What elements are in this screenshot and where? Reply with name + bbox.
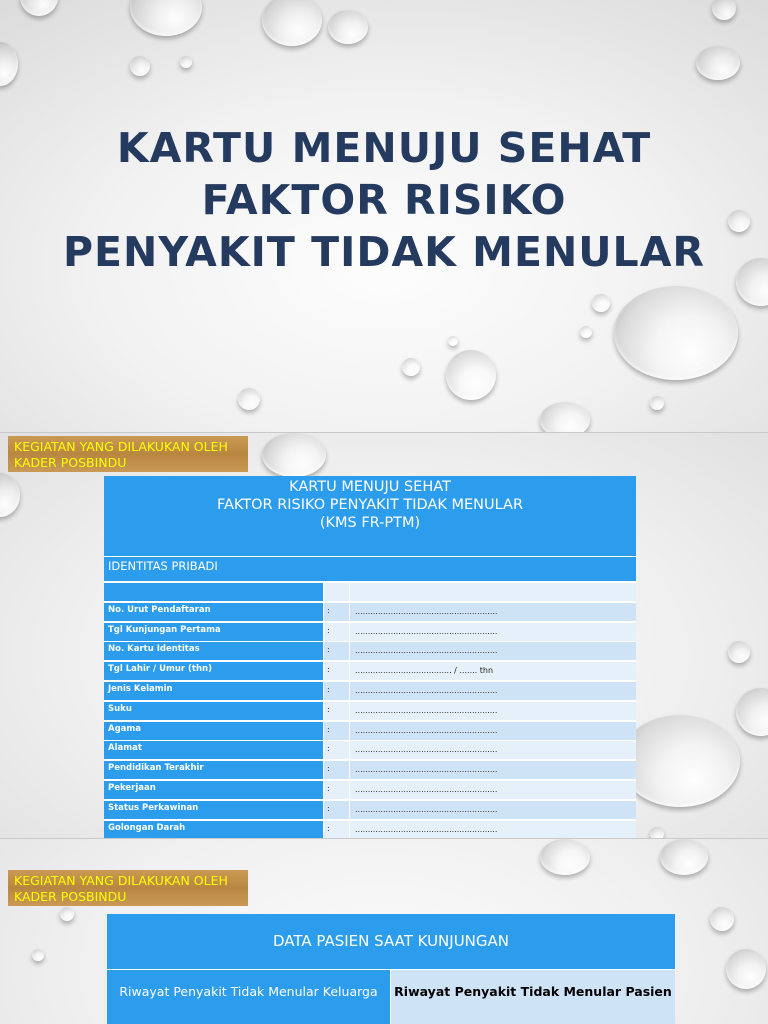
table-row	[104, 702, 636, 721]
water-droplet	[0, 42, 18, 86]
water-droplet	[262, 433, 326, 477]
field-value: ........................................................	[350, 702, 636, 721]
section-header: IDENTITAS PRIBADI	[104, 557, 636, 581]
field-label: No. Urut Pendaftaran	[104, 603, 323, 622]
water-droplet	[328, 10, 368, 44]
water-droplet	[696, 46, 740, 80]
field-label: Golongan Darah	[104, 821, 323, 840]
field-colon: :	[324, 761, 349, 780]
water-droplet	[592, 294, 610, 312]
field-colon: :	[324, 722, 349, 741]
table-row	[104, 801, 636, 820]
water-droplet	[402, 358, 420, 376]
kms-card	[104, 476, 636, 841]
field-label: Alamat	[104, 741, 323, 760]
field-colon: :	[324, 741, 349, 760]
title-slide	[0, 0, 768, 432]
field-colon: :	[324, 682, 349, 701]
water-droplet	[614, 286, 738, 380]
field-value: ........................................................	[350, 781, 636, 800]
field-label: Pendidikan Terakhir	[104, 761, 323, 780]
water-droplet	[130, 0, 202, 36]
water-droplet	[660, 839, 708, 875]
table-row	[104, 583, 636, 602]
table-row	[104, 603, 636, 622]
field-colon: :	[324, 702, 349, 721]
field-label: Agama	[104, 722, 323, 741]
water-droplet	[728, 641, 750, 663]
field-label: Status Perkawinan	[104, 801, 323, 820]
table-row	[104, 722, 636, 741]
kms-card-code: (KMS FR-PTM)	[319, 515, 421, 531]
field-colon	[324, 583, 349, 602]
water-droplet	[180, 56, 192, 68]
field-label: Pekerjaan	[104, 781, 323, 800]
water-droplet	[0, 473, 20, 517]
water-droplet	[540, 839, 590, 875]
field-label: No. Kartu Identitas	[104, 642, 323, 661]
water-droplet	[726, 949, 766, 989]
patient-history-column: Riwayat Penyakit Tidak Menular Pasien	[391, 970, 675, 1024]
field-value: ........................................................	[350, 603, 636, 622]
field-colon: :	[324, 623, 349, 642]
family-history-column: Riwayat Penyakit Tidak Menular Keluarga	[107, 970, 390, 1024]
field-colon: :	[324, 821, 349, 840]
table-row	[104, 761, 636, 780]
water-droplet	[446, 350, 496, 400]
table-row	[104, 821, 636, 840]
water-droplet	[60, 907, 74, 921]
slide-title-line: FAKTOR RISIKO	[201, 176, 567, 224]
water-droplet	[32, 949, 44, 961]
field-value: ........................................................	[350, 682, 636, 701]
kms-card-title: KARTU MENUJU SEHAT	[289, 479, 451, 495]
field-value: ...................................... / ....... thn	[350, 662, 636, 681]
water-droplet	[238, 388, 260, 410]
field-colon: :	[324, 801, 349, 820]
field-colon: :	[324, 662, 349, 681]
table-row	[104, 741, 636, 760]
water-droplet	[712, 0, 736, 20]
patient-data-table	[107, 914, 675, 1024]
field-label: Tgl Lahir / Umur (thn)	[104, 662, 323, 681]
field-colon: :	[324, 603, 349, 622]
field-value: ........................................................	[350, 722, 636, 741]
table-row	[104, 781, 636, 800]
field-value: ........................................................	[350, 623, 636, 642]
water-droplet	[262, 0, 322, 46]
water-droplet	[650, 827, 664, 838]
table-row	[104, 662, 636, 681]
water-droplet	[580, 326, 592, 338]
kms-card-subtitle: FAKTOR RISIKO PENYAKIT TIDAK MENULAR	[216, 497, 524, 513]
field-label: Jenis Kelamin	[104, 682, 323, 701]
slide-title-line: KARTU MENUJU SEHAT	[116, 124, 652, 172]
field-label: Suku	[104, 702, 323, 721]
water-droplet	[650, 396, 664, 410]
field-value	[350, 583, 636, 602]
water-droplet	[448, 336, 458, 346]
water-droplet	[620, 715, 740, 807]
table-row	[104, 623, 636, 642]
activity-tag: KEGIATAN YANG DILAKUKAN OLEH KADER POSBINDU	[8, 870, 248, 906]
slide-title-line: PENYAKIT TIDAK MENULAR	[62, 228, 705, 276]
slide-title	[0, 122, 768, 278]
field-value: ........................................................	[350, 642, 636, 661]
kms-card-header	[104, 476, 636, 556]
table-row	[104, 642, 636, 661]
water-droplet	[710, 907, 734, 931]
field-label	[104, 583, 323, 602]
field-value: ........................................................	[350, 821, 636, 840]
field-label: Tgl Kunjungan Pertama	[104, 623, 323, 642]
water-droplet	[540, 402, 590, 432]
table-row	[104, 682, 636, 701]
patient-data-header: DATA PASIEN SAAT KUNJUNGAN	[107, 914, 675, 969]
field-colon: :	[324, 642, 349, 661]
field-colon: :	[324, 781, 349, 800]
water-droplet	[736, 688, 768, 736]
field-value: ........................................................	[350, 741, 636, 760]
water-droplet	[130, 56, 150, 76]
water-droplet	[20, 0, 58, 16]
activity-tag: KEGIATAN YANG DILAKUKAN OLEH KADER POSBINDU	[8, 436, 248, 472]
field-value: ........................................................	[350, 761, 636, 780]
field-value: ........................................................	[350, 801, 636, 820]
